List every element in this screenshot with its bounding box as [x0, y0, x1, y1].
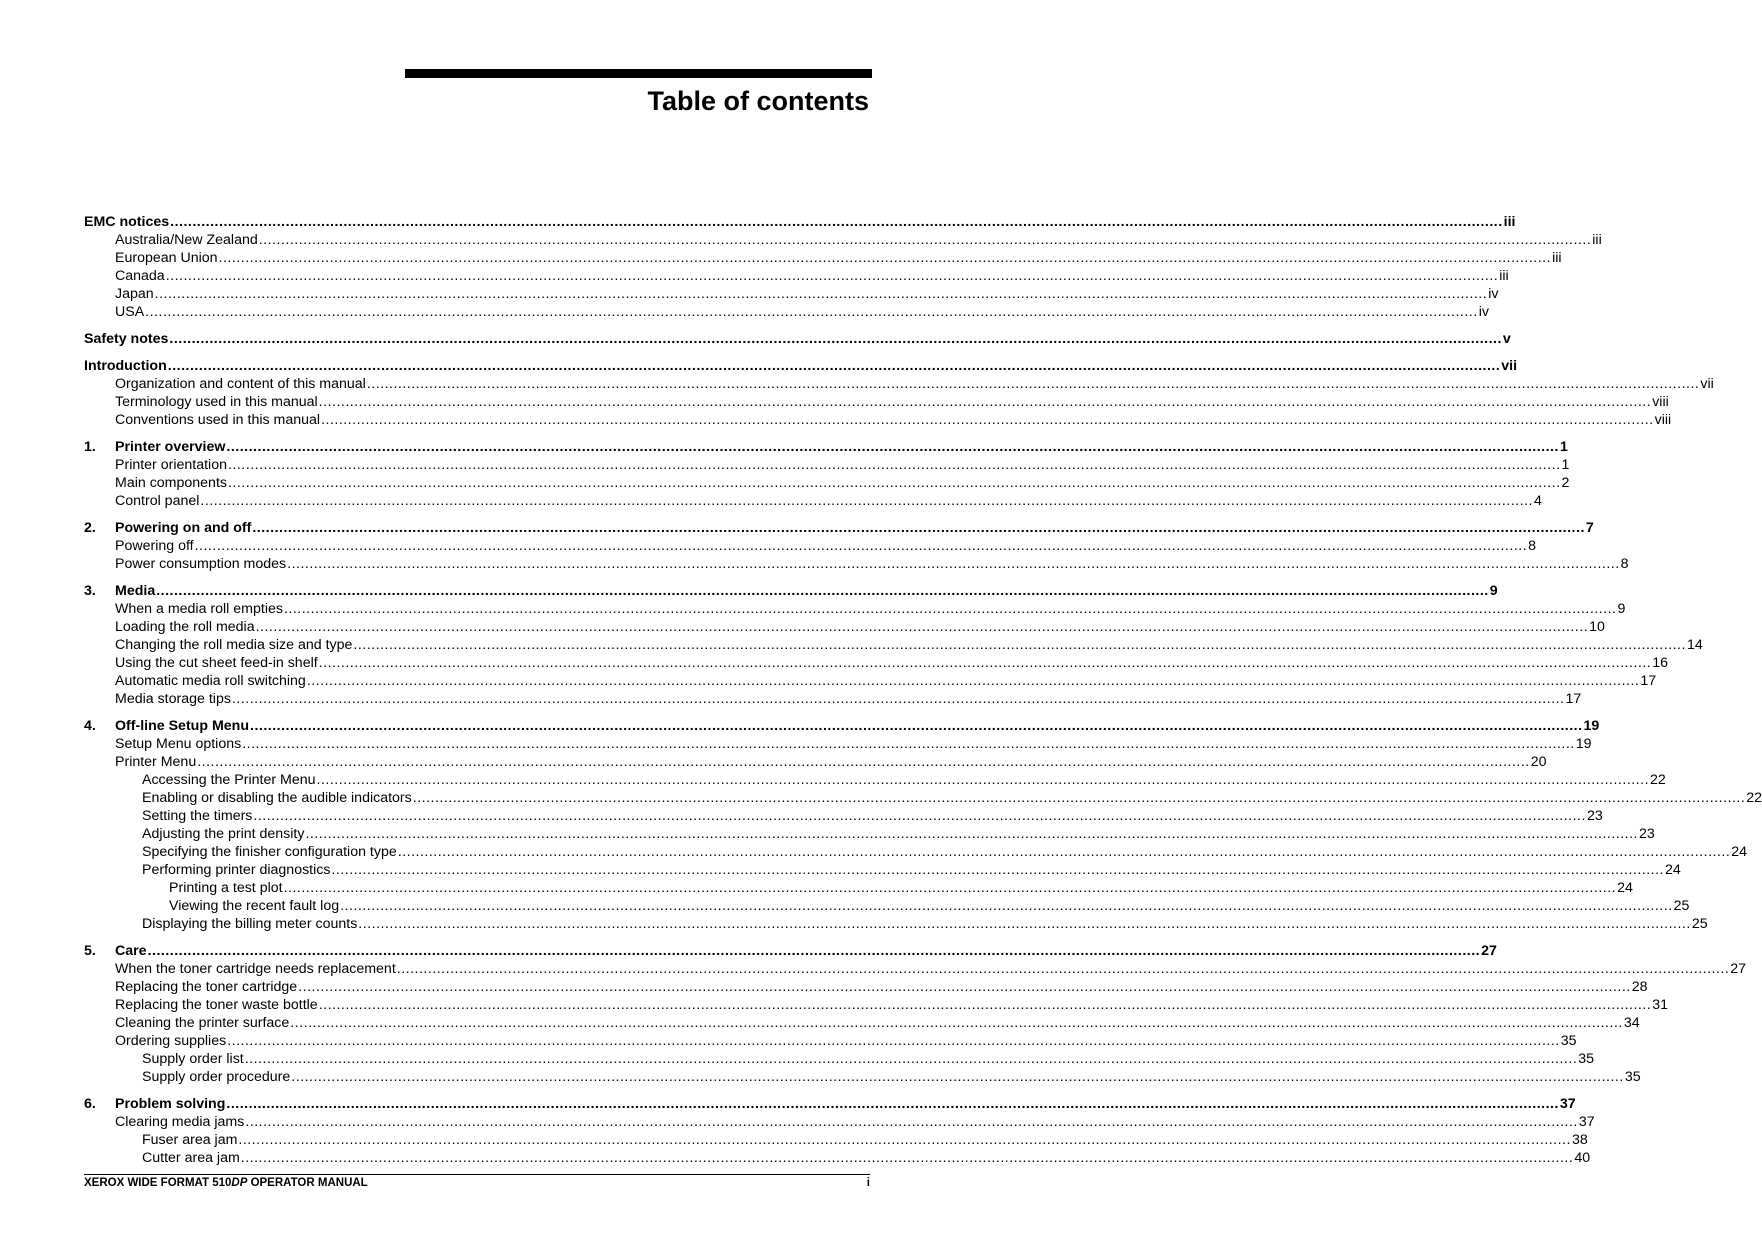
toc-entry-title: European Union: [115, 250, 218, 266]
toc-page-number: 31: [1652, 997, 1669, 1013]
toc-entry[interactable]: [84, 915, 1708, 933]
toc-entry-title: Off-line Setup Menu: [115, 718, 249, 734]
toc-entry-title: Viewing the recent fault log: [169, 898, 340, 914]
toc-page-number: 19: [1583, 718, 1600, 734]
toc-section: [84, 330, 1511, 348]
toc-page-number: iv: [1478, 304, 1489, 320]
toc-entry-title: Power consumption modes: [115, 556, 287, 572]
dot-leader: ............................................................................................................................................................................................................................................................................................................: [353, 637, 1686, 653]
dot-leader: ............................................................................................................................................................................................................................................................................................................: [290, 1015, 1623, 1031]
toc-chapter-heading[interactable]: [84, 357, 1518, 375]
toc-entry-title: Supply order list: [142, 1051, 244, 1067]
toc-entry[interactable]: [84, 636, 1703, 654]
toc-page-number: 25: [1691, 916, 1708, 932]
toc-entry[interactable]: [84, 537, 1537, 555]
toc-entry[interactable]: [84, 654, 1668, 672]
toc-page-number: 20: [1530, 754, 1547, 770]
toc-page-number: 9: [1617, 601, 1626, 617]
footer-manual-title: XEROX WIDE FORMAT 510DP OPERATOR MANUAL: [84, 1177, 368, 1189]
toc-page-number: 38: [1571, 1132, 1588, 1148]
toc-entry[interactable]: [84, 897, 1690, 915]
toc-entry-title: Automatic media roll switching: [115, 673, 306, 689]
toc-entry[interactable]: [84, 492, 1542, 510]
toc-entry-title: Powering off: [115, 538, 194, 554]
toc-page-number: 9: [1489, 583, 1498, 599]
toc-page-number: viii: [1652, 394, 1669, 410]
toc-entry-title: Replacing the toner cartridge: [115, 979, 298, 995]
toc-page-number: 37: [1578, 1114, 1595, 1130]
dot-leader: ............................................................................................................................................................................................................................................................................................................: [298, 979, 1631, 995]
toc-entry-title: Setting the timers: [142, 808, 253, 824]
toc-entry-title: Terminology used in this manual: [115, 394, 318, 410]
toc-entry-title: Media: [115, 583, 156, 599]
dot-leader: ............................................................................................................................................................................................................................................................................................................: [240, 1150, 1574, 1166]
dot-leader: ............................................................................................................................................................................................................................................................................................................: [291, 1069, 1624, 1085]
toc-section: [84, 213, 1602, 321]
toc-entry[interactable]: [84, 555, 1629, 573]
toc-entry[interactable]: [84, 978, 1648, 996]
toc-page-number: 35: [1578, 1051, 1595, 1067]
toc-entry-title: Replacing the toner waste bottle: [115, 997, 318, 1013]
toc-entry[interactable]: [84, 393, 1669, 411]
dot-leader: ............................................................................................................................................................................................................................................................................................................: [227, 457, 1561, 473]
toc-entry-title: Conventions used in this manual: [115, 412, 321, 428]
toc-page-number: iv: [1488, 286, 1499, 302]
dot-leader: ............................................................................................................................................................................................................................................................................................................: [397, 844, 1731, 860]
toc-page-number: 28: [1631, 979, 1648, 995]
toc-entry-title: Accessing the Printer Menu: [142, 772, 316, 788]
toc-entry-title: Ordering supplies: [115, 1033, 227, 1049]
dot-leader: ............................................................................................................................................................................................................................................................................................................: [412, 790, 1746, 806]
footer-rule: [84, 1174, 870, 1175]
toc-entry[interactable]: [84, 249, 1562, 267]
toc-entry[interactable]: [84, 960, 1747, 978]
toc-section: [84, 438, 1570, 510]
dot-leader: ............................................................................................................................................................................................................................................................................................................: [238, 1132, 1571, 1148]
dot-leader: ............................................................................................................................................................................................................................................................................................................: [321, 412, 1654, 428]
toc-entry[interactable]: [84, 672, 1657, 690]
toc-chapter-number: 2.: [84, 520, 96, 536]
toc-section: [84, 519, 1629, 573]
toc-page-number: viii: [1654, 412, 1672, 428]
dot-leader: ............................................................................................................................................................................................................................................................................................................: [170, 214, 1503, 230]
toc-chapter-number: 3.: [84, 583, 96, 599]
toc-page-number: 16: [1652, 655, 1668, 671]
toc-entry[interactable]: [84, 843, 1748, 861]
toc-entry-title: Adjusting the print density: [142, 826, 305, 842]
toc-chapter-number: 1.: [84, 439, 96, 455]
toc-entry[interactable]: [84, 861, 1681, 879]
dot-leader: ............................................................................................................................................................................................................................................................................................................: [169, 331, 1502, 347]
toc-entry-title: Australia/New Zealand: [115, 232, 258, 248]
toc-page-number: 35: [1560, 1033, 1577, 1049]
toc-page-number: v: [1502, 331, 1511, 347]
toc-entry[interactable]: [84, 1149, 1591, 1167]
dot-leader: ............................................................................................................................................................................................................................................................................................................: [318, 394, 1652, 410]
toc-chapter-heading[interactable]: [84, 519, 1594, 537]
toc-page-number: 22: [1746, 790, 1762, 806]
toc-entry-title: Media storage tips: [115, 691, 231, 707]
toc-entry-title: Main components: [115, 475, 227, 491]
toc-chapter-heading[interactable]: [84, 582, 1498, 600]
toc-entry[interactable]: [84, 879, 1633, 897]
toc-entry[interactable]: [84, 1131, 1588, 1149]
dot-leader: ............................................................................................................................................................................................................................................................................................................: [156, 583, 1489, 599]
toc-entry-title: Cleaning the printer surface: [115, 1015, 290, 1031]
toc-entry-title: USA: [115, 304, 145, 320]
toc-page-number: 7: [1585, 520, 1594, 536]
dot-leader: ............................................................................................................................................................................................................................................................................................................: [258, 232, 1592, 248]
toc-chapter-heading[interactable]: [84, 438, 1568, 456]
toc-entry[interactable]: [84, 285, 1499, 303]
dot-leader: ............................................................................................................................................................................................................................................................................................................: [244, 1051, 1578, 1067]
toc-page-number: 24: [1665, 862, 1681, 878]
footer-page-number: i: [866, 1177, 870, 1189]
dot-leader: ............................................................................................................................................................................................................................................................................................................: [147, 943, 1481, 959]
toc-page-number: iii: [1552, 250, 1562, 266]
toc-entry[interactable]: [84, 807, 1603, 825]
dot-leader: ............................................................................................................................................................................................................................................................................................................: [226, 1096, 1559, 1112]
toc-entry-title: Introduction: [84, 358, 167, 374]
toc-entry[interactable]: [84, 411, 1672, 429]
dot-leader: ............................................................................................................................................................................................................................................................................................................: [245, 1114, 1578, 1130]
dot-leader: ............................................................................................................................................................................................................................................................................................................: [287, 556, 1620, 572]
toc-entry-title: Canada: [115, 268, 165, 284]
dot-leader: ............................................................................................................................................................................................................................................................................................................: [200, 493, 1533, 509]
toc-chapter-heading[interactable]: [84, 330, 1511, 348]
toc-page-number: 24: [1617, 880, 1633, 896]
dot-leader: ............................................................................................................................................................................................................................................................................................................: [255, 619, 1589, 635]
dot-leader: ............................................................................................................................................................................................................................................................................................................: [154, 286, 1488, 302]
toc-entry-title: EMC notices: [84, 214, 170, 230]
toc-entry[interactable]: [84, 735, 1592, 753]
toc-entry-title: Control panel: [115, 493, 200, 509]
dot-leader: ............................................................................................................................................................................................................................................................................................................: [316, 772, 1650, 788]
toc-entry[interactable]: [84, 474, 1570, 492]
table-of-contents: [84, 213, 1762, 1167]
toc-entry-title: Clearing media jams: [115, 1114, 245, 1130]
toc-chapter-heading[interactable]: [84, 1095, 1576, 1113]
dot-leader: ............................................................................................................................................................................................................................................................................................................: [218, 250, 1552, 266]
toc-page-number: 14: [1686, 637, 1703, 653]
toc-section: [84, 582, 1703, 708]
toc-chapter-heading[interactable]: [84, 213, 1516, 231]
toc-entry-title: When a media roll empties: [115, 601, 283, 617]
dot-leader: ............................................................................................................................................................................................................................................................................................................: [318, 997, 1652, 1013]
toc-entry-title: Printer orientation: [115, 457, 227, 473]
toc-entry-title: Performing printer diagnostics: [142, 862, 331, 878]
dot-leader: ............................................................................................................................................................................................................................................................................................................: [253, 808, 1586, 824]
dot-leader: ............................................................................................................................................................................................................................................................................................................: [226, 439, 1559, 455]
dot-leader: ............................................................................................................................................................................................................................................................................................................: [283, 601, 1617, 617]
toc-entry[interactable]: [84, 267, 1509, 285]
toc-entry[interactable]: [84, 600, 1626, 618]
dot-leader: ............................................................................................................................................................................................................................................................................................................: [242, 736, 1575, 752]
toc-entry[interactable]: [84, 1068, 1641, 1086]
toc-section: [84, 357, 1714, 429]
toc-page-number: 22: [1650, 772, 1666, 788]
dot-leader: ............................................................................................................................................................................................................................................................................................................: [145, 304, 1478, 320]
toc-entry-title: Printer Menu: [115, 754, 197, 770]
dot-leader: ............................................................................................................................................................................................................................................................................................................: [231, 691, 1565, 707]
toc-page-number: 23: [1586, 808, 1603, 824]
toc-entry[interactable]: [84, 1113, 1595, 1131]
dot-leader: ............................................................................................................................................................................................................................................................................................................: [252, 520, 1585, 536]
toc-section: [84, 1095, 1595, 1167]
dot-leader: ............................................................................................................................................................................................................................................................................................................: [283, 880, 1617, 896]
dot-leader: ............................................................................................................................................................................................................................................................................................................: [306, 673, 1640, 689]
page-title: Table of contents: [647, 86, 869, 116]
dot-leader: ............................................................................................................................................................................................................................................................................................................: [358, 916, 1691, 932]
toc-chapter-number: 4.: [84, 718, 96, 734]
toc-entry[interactable]: [84, 1032, 1577, 1050]
toc-page-number: iii: [1503, 214, 1516, 230]
dot-leader: ............................................................................................................................................................................................................................................................................................................: [331, 862, 1664, 878]
toc-page-number: 8: [1620, 556, 1629, 572]
toc-entry[interactable]: [84, 789, 1762, 807]
toc-page-number: iii: [1592, 232, 1602, 248]
toc-entry[interactable]: [84, 1050, 1595, 1068]
toc-entry-title: Specifying the finisher configuration type: [142, 844, 397, 860]
toc-entry-title: Supply order procedure: [142, 1069, 291, 1085]
dot-leader: ............................................................................................................................................................................................................................................................................................................: [227, 1033, 1560, 1049]
toc-entry[interactable]: [84, 1014, 1640, 1032]
toc-entry-title: Printing a test plot: [169, 880, 283, 896]
toc-entry-title: Displaying the billing meter counts: [142, 916, 358, 932]
page-footer: [84, 1177, 870, 1189]
toc-section: [84, 717, 1762, 933]
toc-page-number: 24: [1731, 844, 1748, 860]
toc-entry-title: Setup Menu options: [115, 736, 242, 752]
toc-entry[interactable]: [84, 375, 1714, 393]
toc-entry-title: Care: [115, 943, 147, 959]
toc-chapter-number: 6.: [84, 1096, 96, 1112]
dot-leader: ............................................................................................................................................................................................................................................................................................................: [396, 961, 1730, 977]
toc-entry-title: Cutter area jam: [142, 1150, 240, 1166]
toc-page-number: 27: [1730, 961, 1747, 977]
toc-page-number: 19: [1575, 736, 1592, 752]
toc-entry[interactable]: [84, 303, 1489, 321]
toc-entry-title: Problem solving: [115, 1096, 226, 1112]
toc-page-number: 17: [1565, 691, 1582, 707]
toc-entry-title: Powering on and off: [115, 520, 252, 536]
toc-page-number: 17: [1640, 673, 1657, 689]
toc-entry[interactable]: [84, 690, 1582, 708]
toc-page-number: 10: [1589, 619, 1605, 635]
toc-entry[interactable]: [84, 771, 1666, 789]
toc-entry-title: When the toner cartridge needs replacement: [115, 961, 396, 977]
toc-page-number: iii: [1499, 268, 1509, 284]
toc-page-number: 40: [1574, 1150, 1591, 1166]
toc-entry-title: Safety notes: [84, 331, 169, 347]
toc-page-number: 34: [1623, 1015, 1640, 1031]
title-rule: [405, 69, 872, 78]
dot-leader: ............................................................................................................................................................................................................................................................................................................: [194, 538, 1528, 554]
toc-entry[interactable]: [84, 753, 1547, 771]
toc-page-number: 1: [1561, 457, 1570, 473]
toc-page-number: vii: [1700, 376, 1714, 392]
toc-page-number: 4: [1533, 493, 1542, 509]
dot-leader: ............................................................................................................................................................................................................................................................................................................: [366, 376, 1700, 392]
toc-page-number: 35: [1624, 1069, 1641, 1085]
dot-leader: ............................................................................................................................................................................................................................................................................................................: [340, 898, 1673, 914]
toc-entry[interactable]: [84, 825, 1655, 843]
toc-entry-title: Using the cut sheet feed-in shelf: [115, 655, 318, 671]
dot-leader: ............................................................................................................................................................................................................................................................................................................: [250, 718, 1583, 734]
dot-leader: ............................................................................................................................................................................................................................................................................................................: [305, 826, 1638, 842]
toc-entry[interactable]: [84, 996, 1669, 1014]
dot-leader: ............................................................................................................................................................................................................................................................................................................: [165, 268, 1499, 284]
toc-entry-title: Printer overview: [115, 439, 226, 455]
toc-page-number: 23: [1639, 826, 1655, 842]
toc-chapter-number: 5.: [84, 943, 96, 959]
toc-entry-title: Changing the roll media size and type: [115, 637, 353, 653]
toc-page-number: 8: [1528, 538, 1537, 554]
toc-page-number: 37: [1559, 1096, 1576, 1112]
toc-page-number: 27: [1481, 943, 1497, 959]
dot-leader: ............................................................................................................................................................................................................................................................................................................: [318, 655, 1652, 671]
dot-leader: ............................................................................................................................................................................................................................................................................................................: [227, 475, 1561, 491]
toc-entry-title: Japan: [115, 286, 154, 302]
toc-entry-title: Organization and content of this manual: [115, 376, 366, 392]
toc-entry-title: Fuser area jam: [142, 1132, 238, 1148]
toc-page-number: vii: [1501, 358, 1518, 374]
toc-entry[interactable]: [84, 456, 1570, 474]
toc-entry[interactable]: [84, 618, 1605, 636]
dot-leader: ............................................................................................................................................................................................................................................................................................................: [197, 754, 1530, 770]
toc-section: [84, 942, 1747, 1086]
toc-entry[interactable]: [84, 231, 1602, 249]
toc-entry-title: Loading the roll media: [115, 619, 255, 635]
toc-chapter-heading[interactable]: [84, 717, 1600, 735]
toc-chapter-heading[interactable]: [84, 942, 1497, 960]
toc-page-number: 25: [1673, 898, 1690, 914]
toc-page-number: 2: [1561, 475, 1570, 491]
toc-page-number: 1: [1559, 439, 1568, 455]
dot-leader: ............................................................................................................................................................................................................................................................................................................: [167, 358, 1501, 374]
toc-entry-title: Enabling or disabling the audible indicators: [142, 790, 412, 806]
